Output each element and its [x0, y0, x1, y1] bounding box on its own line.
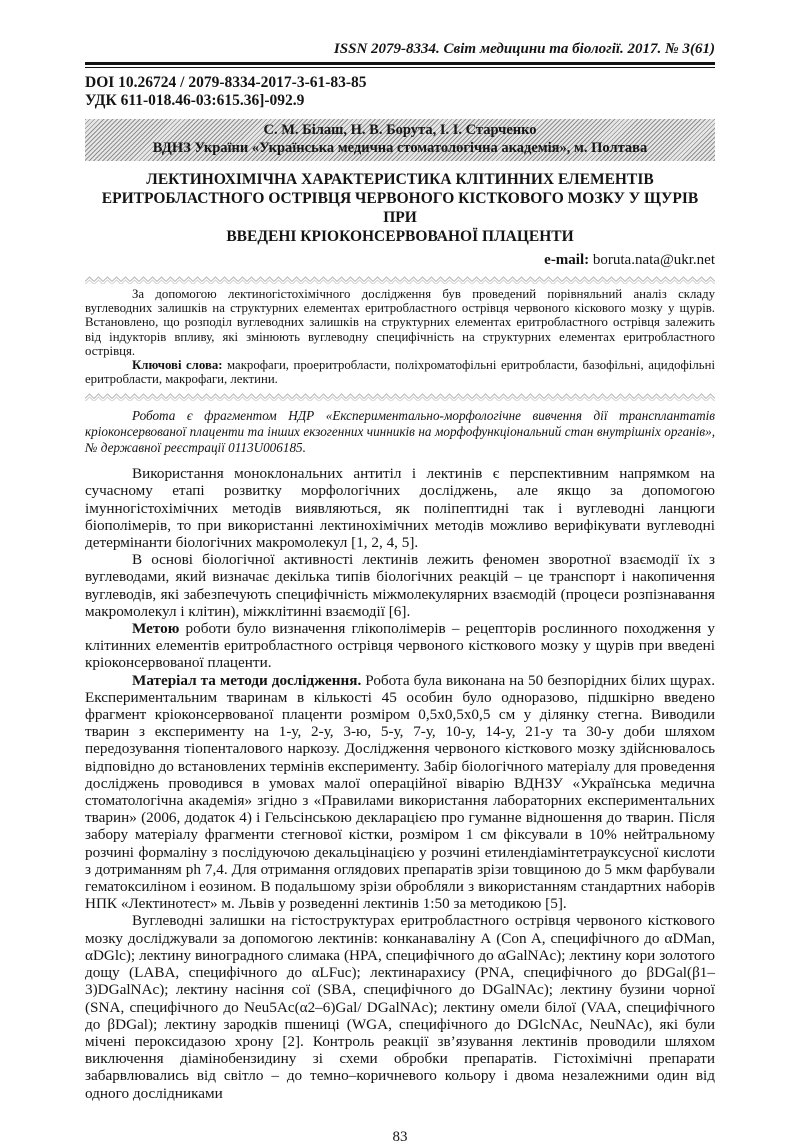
authors-line: С. М. Білаш, Н. В. Борута, І. І. Старченко [263, 122, 537, 138]
paragraph-text: Вуглеводні залишки на гістоструктурах еритробластного острівця червоного кісткового мозку досліджували за допомогою лектинів: конканаваліну А (Con A, специфічного до αDMan, αDGlc); лектину виноградного слимака (HPA, специфічного до αGalNAc); лектину кори золотого дощу (LABA, специфічного до αLFuc); лектинарахису (PNA, специфічного до βDGal(β1–3)DGalNAc); лектину насіння сої (SBA, специфічного до DGalNAc); лектину бузини чорної (SNA, специфічного до Neu5Ac(α2–6)Gal/ DGalNAc); лектину омели білої (VAA, специфічного до βDGal); лектину зародків пшениці (WGA, специфічного до DGlcNAc, NeuNAc), які були мічені пероксидазою хрону [2]. Контроль реакції зв’язування лектинів проводили шляхом виключення діамінобензидину зі схеми обробки препаратів. Гістохімічні препарати забарвлювались від світло – до темно–коричневого кольору і двома незалежними один від одного дослідниками [85, 912, 715, 1102]
abstract-text: За допомогою лектиногістохімічного дослідження був проведений порівняльний аналіз складу вуглеводних залишків на структурних елементах еритробластного острівця червоного кіскового мозку у щурів. Встановлено, що розподіл вуглеводних залишків на структурних елементах еритробластного острівця залежить від індукторів впливу, які змінюють вуглеводну специфічність на структурних елементах еритробластного острівця. [85, 287, 715, 358]
title-line-1: ЛЕКТИНОХІМІЧНА ХАРАКТЕРИСТИКА КЛІТИННИХ ЕЛЕМЕНТІВ [146, 171, 654, 188]
paragraph-lead: Матеріал та методи дослідження. [132, 671, 362, 689]
authors-box [85, 119, 715, 161]
paragraph-text: Використання моноклональних антитіл і лектинів є перспективним напрямком на сучасному етапі розвитку морфологічних досліджень, але якщо за допомогою імунногістохімічних методів виявляються, як поліпептидні так і вуглеводні ланцюги біополімерів, то при використанні лектинохімічних методів можливо верифікувати вуглеводні детермінанти біологічних макромолекул [1, 2, 4, 5]. [85, 465, 715, 552]
email-label: e-mail: [544, 252, 590, 268]
issn-header: ISSN 2079-8334. Світ медицини та біології. 2017. № 3(61) [333, 41, 715, 57]
affiliation-line: ВДНЗ України «Українська медична стоматологічна академія», м. Полтава [152, 139, 648, 156]
keywords-label: Ключові слова: [132, 358, 223, 373]
title-line-3: ВВЕДЕНІ КРІОКОНСЕРВОВАНОЇ ПЛАЦЕНТИ [226, 228, 574, 245]
header-double-rule [85, 62, 715, 68]
doi-line: DOI 10.26724 / 2079-8334-2017-3-61-83-85 [85, 74, 367, 91]
paragraph-materials-methods [85, 672, 715, 913]
abstract [85, 287, 715, 386]
zigzag-divider-bottom [85, 392, 715, 401]
article-title [85, 170, 715, 246]
title-line-2: ЕРИТРОБЛАСТНОГО ОСТРІВЦЯ ЧЕРВОНОГО КІСТКОВОГО МОЗКУ У ЩУРІВ ПРИ [101, 190, 699, 226]
paragraph-introduction [85, 465, 715, 551]
paragraph-text: роботи було визначення глікополімерів – рецепторів рослинного походження у клітинних елементів еритробластного острівця червоного кісткового мозку у щурів при введені кріоконсервованої плаценти. [85, 620, 715, 672]
paragraph-aim [85, 620, 715, 672]
email-line [85, 251, 715, 269]
udc-line: УДК 611-018.46-03:615.36]-092.9 [85, 92, 305, 109]
page-number: 83 [392, 1128, 408, 1145]
research-project-note: Робота є фрагментом НДР «Експериментально-морфологічне вивчення дії трансплантатів кріоконсервованої плаценти та інших екзогенних чинників на морфофункціональний стан внутрішніх органів», № державної реєстрації 0113U006185. [85, 408, 715, 455]
keywords-text: макрофаги, проеритробласти, поліхроматофільні еритробласти, базофільні, ацидофільні еритробласти, макрофаги, лектини. [85, 358, 715, 387]
paragraph-lead: Метою [132, 620, 180, 638]
email-value: boruta.nata@ukr.net [592, 252, 715, 268]
paragraph-text: В основі біологічної активності лектинів лежить феномен зворотної взаємодії їх з вуглеводами, який визначає декілька типів біологічних реакцій – це транспорт і накопичення вуглеводів, які забезпечують специфічність міжмолекулярних взаємодій (процеси розпізнавання макромолекул і клітин), міжклітинні взаємодії [6]. [85, 551, 715, 620]
zigzag-divider-top [85, 275, 715, 284]
keywords [85, 358, 715, 386]
paragraph-lectins-list [85, 912, 715, 1101]
paragraph-lectin-activity [85, 551, 715, 620]
article-body [85, 465, 715, 1102]
paragraph-text: Робота була виконана на 50 безпорідних білих щурах. Експериментальним тваринам в кількості 45 особин було одноразово, підшкірно введено фрагмент кріоконсервованої плаценти розміром 0,5х0,5х0,5 см у ділянку стегна. Виводили тварин з експерименту на 1-у, 2-у, 3-ю, 5-у, 7-у, 10-у, 14-у, 21-у та 30-у доби шляхом передозування тіопенталового наркозу. Дослідження червоного кісткового мозку здійснювалось відповідно до встановлених термінів експерименту. Забір біологічного матеріалу для проведення досліджень проводився в умовах малої операційної віварію ВДНЗУ «Українська медична стоматологічна академія» згідно з «Правилами використання лабораторних експериментальних тварин» (2006, додаток 4) і Гельсінською декларацією про гуманне відношення до тварин. Після забору матеріалу фрагменти стегнової кістки, розміром 1 см фіксували в 10% нейтральному розчині формаліну з послідуючою декальцінацією у розчині етилендіамінтетрауксусної кислоти з дотриманням ph 7,4. Для отримання оглядових препаратів зрізи товщиною до 5 мкм фарбували гематоксиліном і еозином. В подальшому зрізи обробляли з використанням стандартних наборів НПК «Лектинотест» м. Львів у розведенні лектинів 1:50 за методикою [5]. [85, 671, 715, 913]
